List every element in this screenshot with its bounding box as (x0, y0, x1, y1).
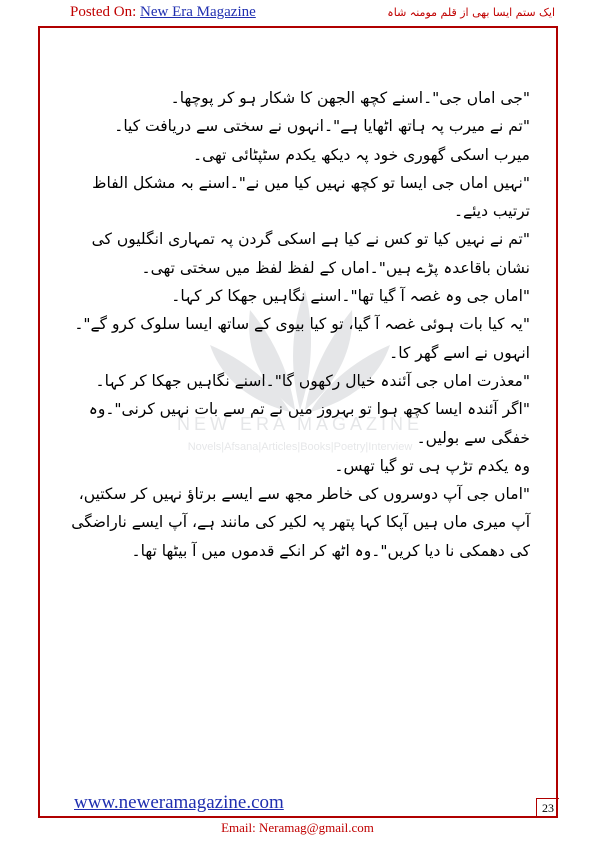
watermark-tagline: Novels|Afsana|Articles|Books|Poetry|Interview (187, 441, 413, 453)
paragraph: وہ یکدم تڑپ ہی تو گیا تھس۔ (334, 456, 530, 475)
contact-email: Email: Neramag@gmail.com (221, 820, 374, 835)
paragraph: "جی اماں جی"۔اسنے کچھ الجھن کا شکار ہو کر پوچھا۔ (170, 89, 530, 107)
posted-on-label: Posted On: (70, 4, 137, 20)
page-number: 23 (536, 798, 559, 817)
paragraph: "تم نے میرب پہ ہاتھ اٹھایا ہے"۔انہوں نے سختی سے دریافت کیا۔ (114, 117, 530, 136)
paragraph: "اگر آئندہ ایسا کچھ ہوا تو بہروز میں نے تم سے بات نہیں کرنی"۔وہ خفگی سے بولیں۔ (88, 400, 530, 447)
paragraph: "معذرت اماں جی آئندہ خیال رکھوں گا"۔اسنے نگاہیں جھکا کر کہا۔ (95, 371, 530, 390)
paragraph: "اماں جی آپ دوسروں کی خاطر مجھ سے ایسے برتاؤ نہیں کر سکتیں، آپ میری ماں ہیں آپکا کہا پتھر پہ لکیر کی مانند ہے، آپ ایسے ناراضگی کی دھمکی نا دیا کریں"۔وہ اٹھ کر انکے قدموں میں آ بیٹھا تھا۔ (71, 485, 530, 560)
paragraph: "اماں جی وہ غصہ آ گیا تھا"۔اسنے نگاہیں جھکا کر کہا۔ (171, 287, 530, 306)
paragraph: میرب اسکی گھوری خود پہ دیکھ یکدم سٹپٹائی تھی۔ (193, 145, 530, 164)
website-link[interactable]: www.neweramagazine.com (74, 792, 284, 813)
watermark-brand: NEW ERA MAGAZINE (176, 414, 424, 434)
paragraph: "تم نے نہیں کیا تو کس نے کیا ہے اسکی گردن پہ تمہاری انگلیوں کی نشان باقاعدہ پڑے ہیں"۔اماں کے لفظ لفظ میں سختی تھی۔ (91, 230, 530, 277)
paragraph: "نہیں اماں جی ایسا تو کچھ نہیں کیا میں نے"۔اسنے بہ مشکل الفاظ ترتیب دیئے۔ (92, 173, 530, 221)
novel-title: ایک ستم ایسا بھی از قلم مومنہ شاہ (387, 6, 555, 19)
story-text (64, 84, 530, 565)
posted-on-header (70, 4, 256, 21)
magazine-link[interactable]: New Era Magazine (140, 4, 256, 20)
paragraph: "یہ کیا بات ہوئی غصہ آ گیا، تو کیا بیوی کے ساتھ ایسا سلوک کرو گے"۔انہوں نے اسے گھر کا۔ (74, 315, 530, 362)
